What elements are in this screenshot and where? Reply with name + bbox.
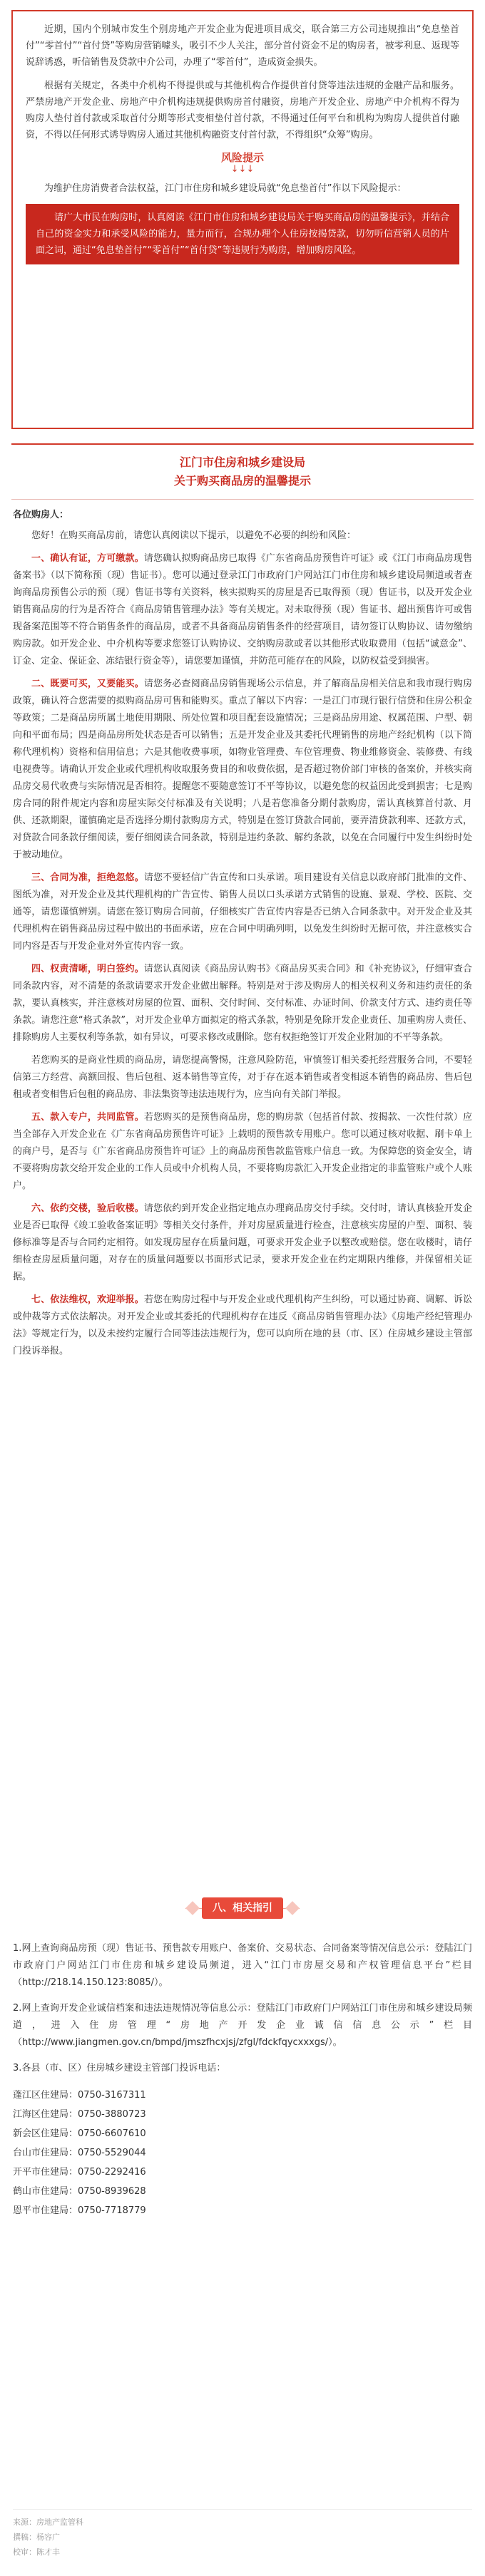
divider — [11, 443, 474, 445]
title-line-1: 江门市住房和城乡建设局 — [179, 455, 305, 469]
intro-paragraph: 您好！在购买商品房前，请您认真阅读以下提示，以避免不必要的纠纷和风险： — [31, 530, 357, 541]
section-heading: 四、权责清晰，明白签约。 — [31, 964, 144, 974]
guide-list — [13, 1940, 472, 2220]
section-4 — [13, 961, 472, 1046]
guide-item-1: 1.网上查询商品房预（现）售证书、预售款专用账户、备案价、交易状态、合同备案等情况信息公示：登陆江门市政府门户网站江门市住房和城乡建设局频道，进入“江门市房屋交易和产权管理信息平台”栏目（http://218.14.150.123:8085/）。 — [13, 1943, 472, 1988]
section-1 — [13, 550, 472, 670]
warning-paragraph-3: 为维护住房消费者合法权益，江门市住房和城乡建设局就“免息垫首付”作以下风险提示： — [44, 183, 407, 194]
section-8-header — [0, 1895, 485, 1923]
section-text: 请您认真阅读《商品房认购书》《商品房买卖合同》和《补充协议》，仔细审查合同条款内容，对不清楚的条款请要求开发企业做出解释。特别是对于涉及购房人的相关权利义务和违约责任的条款，要认真核实，并注意核对房屋的位置、面积、交付时间、交付标准、办证时间、价款支付方式、违约责任等条款。请您注意“格式条款”，对开发企业单方面拟定的格式条款，特别是免除开发企业责任、加重购房人责任、排除购房人主要权利等条款，如有异议，可要求修改或删除。您有权拒绝签订开发企业附加的不平等条款。 — [13, 964, 472, 1043]
title-line-2: 关于购买商品房的温馨提示 — [173, 474, 311, 488]
section-3 — [13, 870, 472, 955]
section-7 — [13, 1292, 472, 1360]
phone-line[interactable]: 开平市住建局：0750-2292416 — [13, 2167, 146, 2178]
red-notice-banner: 请广大市民在购房时，认真阅读《江门市住房和城乡建设局关于购买商品房的温馨提示》，并结合自己的资金实力和承受风险的能力，量力而行，合规办理个人住房按揭贷款，切勿听信营销人员的片面之词，通过“免息垫首付”“零首付”“首付贷”等违规行为购房，增加购房风险。 — [26, 204, 459, 264]
salutation: 各位购房人： — [13, 510, 69, 520]
down-arrows-icon: ↓↓↓ — [230, 164, 255, 175]
section-heading: 六、依约交楼，验后收楼。 — [31, 1203, 144, 1214]
section-text: 请您确认拟购商品房已取得《广东省商品房预售许可证》或《江门市商品房现售备案书》（以下简称预（现）售证书）。您可以通过登录江门市政府门户网站江门市住房和城乡建设局频道或者查询商品房预售公示的预（现）售证书等有关资料，核实拟购买的房屋是否已取得预（现）售证书，以及开发企业销售商品房的行为是否符合《商品房销售管理办法》等有关规定。对未取得预（现）售证书、超出预售许可或售现备案范围等不符合销售条件的商品房，或者不具备商品房销售条件的经营项目，请勿签订认购协议、请勿缴纳购房款。如开发企业、中介机构等要求您签订认购协议、交纳购房款或者以其他形式收取费用（包括“诚意金”、订金、定金、保证金、冻结银行资金等），请您要加谨慎，并防范可能存在的风险，以防权益受到损害。 — [13, 553, 472, 666]
warning-paragraph-1: 近期，国内个别城市发生个别房地产开发企业为促进项目成交，联合第三方公司违规推出“免息垫首付”“零首付”“首付贷”等购房营销噱头，吸引不少人关注，部分首付资金不足的购房者，被零利息、返现等说辞诱惑，听信销售及贷款中介公司，办理了“零首付”，造成资金损失。 — [26, 24, 459, 68]
article-footer — [13, 2515, 472, 2560]
section-text: 请您不要轻信广告宣传和口头承诺。项目建设有关信息以政府部门批准的文件、图纸为准，对开发企业及其代理机构的广告宣传、销售人员以口头承诺方式销售的设施、景观、学校、医院、交通等，请您谨慎辨别。请您在签订购房合同前，仔细核实广告宣传内容是否已纳入合同条款中。对开发企业及其代理机构在销售商品房过程中做出的书面承诺，应在合同中明确列明，以免发生纠纷时无据可依，并注意核实合同内容是否与开发企业对外宣传内容一致。 — [13, 872, 472, 952]
phone-line[interactable]: 台山市住建局：0750-5529044 — [13, 2148, 146, 2158]
section-heading: 一、确认有证，方可缴款。 — [31, 553, 144, 564]
section-2 — [13, 676, 472, 864]
section-heading: 二、既要可买，又要能买。 — [31, 679, 144, 689]
footer-editor: 撰稿：杨容广 — [13, 2533, 60, 2542]
footer-proofread: 校审：陈才丰 — [13, 2547, 60, 2557]
phone-line[interactable]: 新会区住建局：0750-6607610 — [13, 2128, 146, 2139]
guide-item-3: 3.各县（市、区）住房城乡建设主管部门投诉电话： — [13, 2063, 226, 2073]
phone-line[interactable]: 江海区住建局：0750-3880723 — [13, 2109, 146, 2120]
section-text: 若您在购房过程中与开发企业或代理机构产生纠纷，可以通过协商、调解、诉讼或仲裁等方式依法解决。对开发企业或其委托的代理机构存在违反《商品房销售管理办法》《房地产经纪管理办法》等规定行为，以及未按约定履行合同等违法违规行为，您可以向所在地的县（市、区）住房城乡建设主管部门投诉举报。 — [13, 1294, 472, 1356]
section-heading: 七、依法维权，欢迎举报。 — [31, 1294, 144, 1305]
section-text: 若您购买的是预售商品房，您的购房款（包括首付款、按揭款、一次性付款）应当全部存入开发企业在《广东省商品房预售许可证》上载明的预售款专用账户。您可以通过核对收据、刷卡单上的商户号，是否与《广东省商品房预售许可证》上的商品房预售款监管账户信息一致。为保障您的资金安全，请不要将购房款交给开发企业的工作人员或中介机构人员，不要将购房款汇入开发企业指定的非监管账户或个人账户。 — [13, 1112, 472, 1191]
section-heading: 五、款入专户，共同监管。 — [31, 1112, 144, 1123]
section-8-label: 八、相关指引 — [202, 1897, 283, 1919]
phone-line[interactable]: 恩平市住建局：0750-7718779 — [13, 2205, 146, 2216]
page-title — [0, 453, 485, 490]
risk-title: 风险提示 — [220, 151, 264, 164]
guide-item-2: 2.网上查询开发企业诚信档案和违法违规情况等信息公示：登陆江门市政府门户网站江门市住房和城乡建设局频道，进入住房管理“房地产开发企业诚信信息公示”栏目（http://www.jiangmen.gov.cn/bmpd/jmszfhcxjsj/zfgl/fdckfqycxxxgs/）。 — [13, 2003, 472, 2048]
section-text: 若您购买的是商业性质的商品房，请您提高警惕，注意风险防范，审慎签订相关委托经营服务合同，不要轻信第三方经营、高额回报、售后包租、返本销售等宣传，对于存在返本销售或者变相返本销售的商品房、售后包租或者变相售后包租的商品房、非法集资等违法违规行为，应当向有关部门举报。 — [13, 1055, 472, 1100]
phone-line[interactable]: 鹤山市住建局：0750-8939628 — [13, 2186, 146, 2197]
warning-box — [11, 10, 474, 429]
divider — [13, 2509, 472, 2510]
footer-source: 来源：房地产监管科 — [13, 2518, 83, 2527]
section-heading: 三、合同为准，拒绝忽悠。 — [31, 872, 144, 883]
section-text: 请您依约到开发企业指定地点办理商品房交付手续。交付时，请认真核验开发企业是否已取得《竣工验收备案证明》等相关交付条件，并对房屋质量进行检查，注意核实房屋的户型、面积、装修标准等是否与合同约定相符。如发现房屋存在质量问题，可要求开发企业予以整改或赔偿。您在收楼时，请仔细检查房屋质量问题，对存在的质量问题要以书面形式记录，要求开发企业在约定期限内维修，并保留相关证据。 — [13, 1203, 472, 1282]
title-divider — [11, 499, 474, 500]
phone-line[interactable]: 蓬江区住建局：0750-3167311 — [13, 2090, 146, 2101]
section-6 — [13, 1200, 472, 1286]
section-text: 请您务必查阅商品房销售现场公示信息，并了解商品房相关信息和我市现行购房政策，确认符合您需要的拟购商品房可售和能购买。重点了解以下内容：一是江门市现行银行信贷和住房公积金等政策；二是商品房所属土地使用期限、所处位置和项目配套设施情况；三是商品房用途、权属范围、户型、朝向和平面布局；四是商品房所处状态是否可以销售；五是开发企业及其委托代理销售的房地产经纪机构（以下简称代理机构）资格和信用信息；六是其他收费事项，如物业管理费、车位管理费、物业维修资金、装修费、有线电视费等。请确认开发企业或代理机构收取服务费目的和收费依据，是否超过物价部门审核的备案价，并核实商品房交易代收费与实际情况是否相符。提醒您不要随意签订不平等协议，以避免您的权益因此受到损害；七是购房合同的附件规定内容和房屋实际交付标准及有关说明；八是若您准备分期付款购房，需认真核算首付款、月供、还款期限，谨慎确定是否选择分期付款购房方式，特别是在签订贷款合同前，要弄清贷款利率、还款方式，对贷款合同条款仔细阅读，要仔细阅读合同条款，特别是违约条款、解约条款，以免在合同履行中发生纠纷时处于被动地位。 — [13, 679, 472, 860]
section-5 — [13, 1109, 472, 1195]
section-4-extra — [13, 1052, 472, 1103]
article-body — [13, 508, 472, 1366]
warning-paragraph-2: 根据有关规定，各类中介机构不得提供或与其他机构合作提供首付贷等违法违规的金融产品和服务。严禁房地产开发企业、房地产中介机构违规提供购房首付融资，房地产开发企业、房地产中介机构不得为购房人垫付首付款或采取首付分期等形式变相垫付首付款，不得通过任何平台和机构为购房人提供首付融资，不得以任何形式诱导购房人通过其他机构融资支付首付款，不得组织“众筹”购房。 — [26, 81, 459, 140]
